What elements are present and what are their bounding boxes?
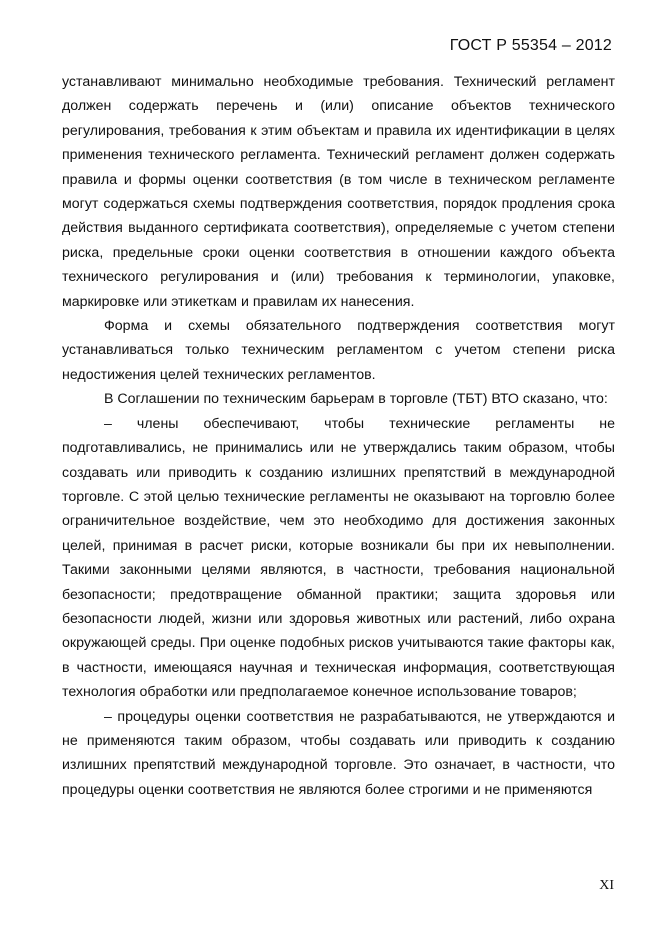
document-body bbox=[62, 70, 615, 802]
paragraph-requirements: устанавливают минимально необходимые требования. Технический регламент должен содержать перечень и (или) описание объектов технического регулирования, требования к этим объектам и правила их идентификации в целях применения технического регламента. Технический регламент должен содержать правила и формы оценки соответствия (в том числе в техническом регламенте могут содержаться схемы подтверждения соответствия, порядок продления срока действия выданного сертификата соответствия), определяемые с учетом степени риска, предельные сроки оценки соответствия в отношении каждого объекта технического регулирования и (или) требования к терминологии, упаковке, маркировке или этикеткам и правилам их нанесения. bbox=[62, 74, 615, 310]
list-item-members-ensure: – члены обеспечивают, чтобы технические регламенты не подготавливались, не принимались или не утверждались таким образом, чтобы создавать или приводить к созданию излишних препятствий в международной торговле. С этой целью технические регламенты не оказывают на торговлю более ограничительное воздействие, чем это необходимо для достижения законных целей, принимая в расчет риски, которые возникали бы при их невыполнении. Такими законными целями являются, в частности, требования национальной безопасности; предотвращение обманной практики; защита здоровья или безопасности людей, жизни или здоровья животных или растений, либо охрана окружающей среды. При оценке подобных рисков учитываются такие факторы как, в частности, имеющаяся научная и техническая информация, соответствующая технология обработки или предполагаемое конечное использование товаров; bbox=[62, 415, 615, 701]
page-number: XI bbox=[599, 878, 614, 893]
paragraph-conformity-forms: Форма и схемы обязательного подтверждения соответствия могут устанавливаться только техническим регламентом с учетом степени риска недостижения целей технических регламентов. bbox=[62, 318, 615, 383]
list-item-conformity-procedures: – процедуры оценки соответствия не разрабатываются, не утверждаются и не применяются таким образом, чтобы создавать или приводить к созданию излишних препятствий международной торговле. Это означает, в частности, что процедуры оценки соответствия не являются более строгими и не применяются bbox=[62, 708, 615, 798]
document-id-header: ГОСТ Р 55354 – 2012 bbox=[449, 37, 612, 54]
paragraph-tbt-agreement: В Соглашении по техническим барьерам в торговле (ТБТ) ВТО сказано, что: bbox=[104, 391, 608, 408]
